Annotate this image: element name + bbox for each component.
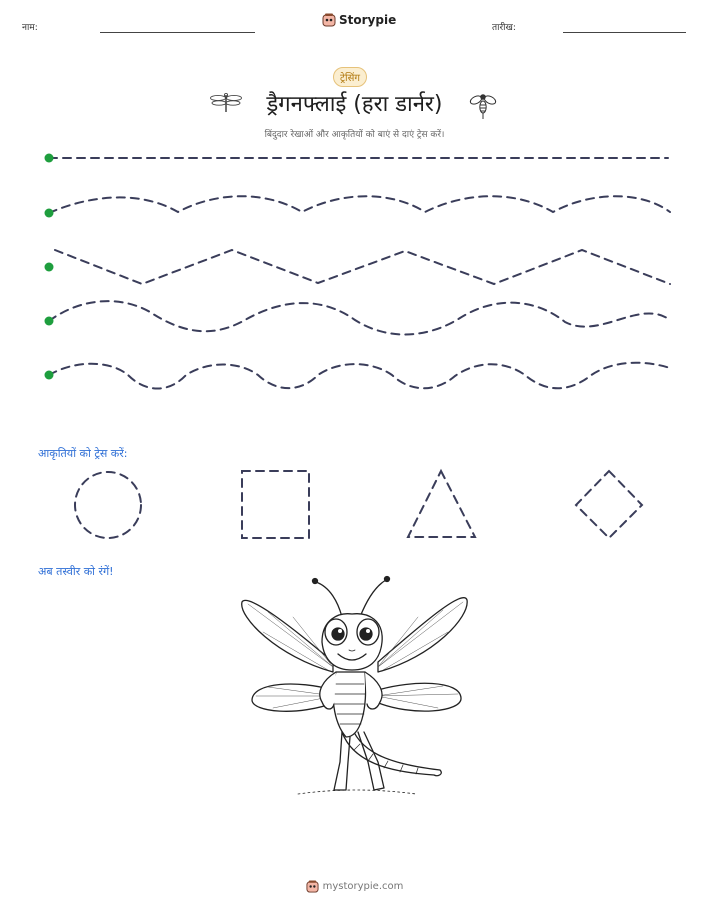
date-line[interactable] [563,32,686,33]
footer [0,880,709,893]
storypie-mascot-icon [306,880,319,893]
trace-diamond-shape[interactable] [576,471,642,538]
coloring-section-heading: अब तस्वीर को रंगें! [38,565,114,578]
name-label: नाम: [22,23,38,33]
dragonfly-coloring-picture[interactable] [238,572,473,807]
storypie-mascot-icon [322,13,336,27]
tracing-lines-area [0,140,709,400]
tracing-badge: ट्रेसिंग [333,67,367,87]
name-line[interactable] [100,32,255,33]
instruction-text: बिंदुदार रेखाओं और आकृतियों को बाएं से दाएं ट्रेस करें। [264,130,445,140]
tracing-line-zigzag[interactable] [55,250,670,284]
date-label: तारीख: [492,23,516,33]
trace-circle-shape[interactable] [75,472,141,538]
start-dot [45,317,54,326]
tracing-line-gentle-wave[interactable] [49,196,670,213]
brand-name: Storypie [339,13,397,27]
trace-shapes-area [0,460,709,550]
start-dot [45,371,54,380]
shapes-section-heading: आकृतियों को ट्रेस करें: [38,447,128,460]
tracing-line-bumpy-wave[interactable] [49,363,670,389]
start-dot [45,209,54,218]
dragonfly-right-icon [470,92,496,120]
tracing-line-wave[interactable] [49,301,670,334]
trace-triangle-shape[interactable] [408,471,475,537]
start-dot [45,263,54,272]
start-dot [45,154,54,163]
brand-logo [322,13,396,27]
footer-url-link[interactable]: mystorypie.com [322,881,404,892]
trace-square-shape[interactable] [242,471,309,538]
worksheet-title: ड्रैगनफ्लाई (हरा डार्नर) [266,92,443,117]
